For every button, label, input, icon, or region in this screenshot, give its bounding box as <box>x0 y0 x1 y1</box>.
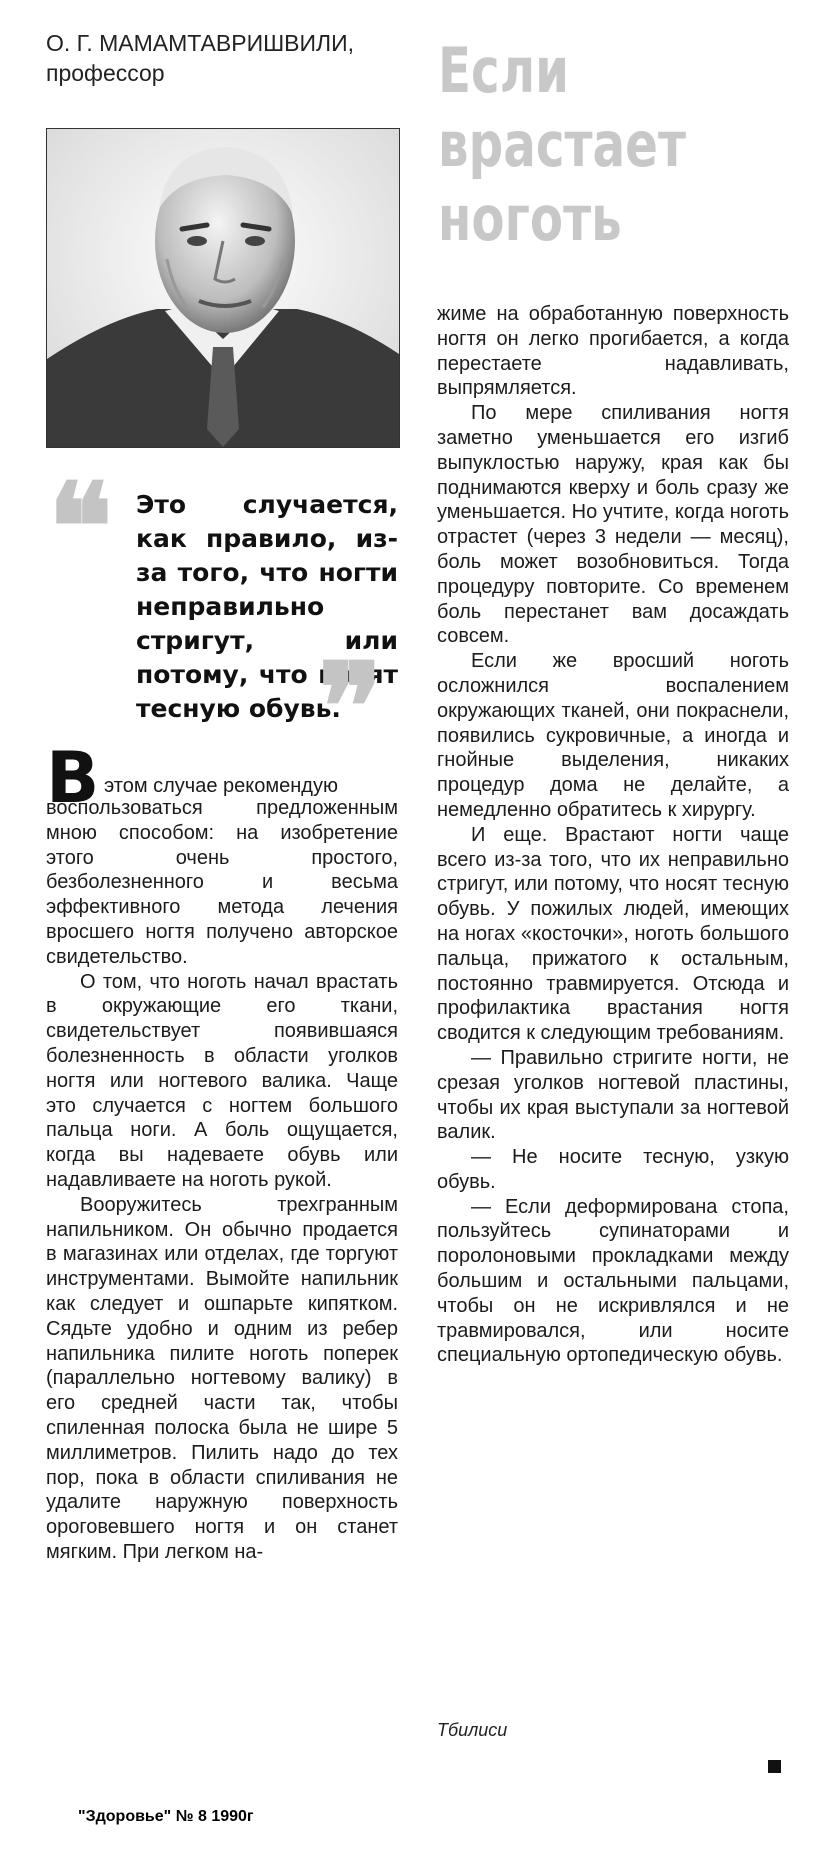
article-column-left <box>46 796 398 1565</box>
article-paragraph: Если же вросший ноготь осложнился воспалением окружающих тканей, они покраснели, появились сукровичные, а иногда и гнойные выделения, никаких процедур дома не делайте, а немедленно обратитесь к хирургу. <box>437 650 789 821</box>
close-quote-icon: ❞ <box>318 637 383 778</box>
article-paragraph: По мере спиливания ногтя заметно уменьшается его изгиб выпуклостью наружу, края как бы поднимаются кверху и боль сразу же уменьшается. Но учтите, когда ноготь отрастет (через 3 недели — месяц), боль может возобновиться. Тогда процедуру повторите. Со временем боль перестанет вам досаждать совсем. <box>437 402 789 648</box>
headline-line: Если <box>438 34 570 107</box>
end-mark <box>768 1760 781 1773</box>
pull-quote-text: Это случается, как правило, из-за того, что ногти неправильно стригут, или потому, что носят тесную обувь. <box>136 490 398 723</box>
article-headline <box>438 34 719 256</box>
article-paragraph: — Правильно стригите ногти, не срезая уголков ногтевой пластины, чтобы их края выступали за ногтевой валик. <box>437 1046 789 1144</box>
author-title: профессор <box>46 60 165 86</box>
pull-quote <box>46 457 402 778</box>
article-column-right <box>437 302 789 1368</box>
portrait-photo <box>47 129 399 447</box>
article-paragraph: О том, что ноготь начал врастать в окружающие его ткани, свидетельствует появившаяся болезненность в области уголков ногтя или ногтевого валика. Чаще это случается с ногтем большого пальца ноги. А боль ощущается, когда вы надеваете обувь или надавливаете на ноготь рукой. <box>46 970 398 1191</box>
author-name: О. Г. МАМАМТАВРИШВИЛИ, <box>46 30 355 56</box>
dateline-city: Тбилиси <box>437 1720 508 1740</box>
article-paragraph: И еще. Врастают ногти чаще всего из-за того, что их неправильно стригут, или потому, что носят тесную обувь. У пожилых людей, имеющих на ногах «косточки», ноготь большого пальца, прижатого к остальным, постоянно травмируется. Отсюда и профилактика врастания ногтя сводится к следующим требованиям. <box>437 823 789 1045</box>
drop-cap: В <box>46 737 100 819</box>
article-paragraph: жиме на обработанную поверхность ногтя он легко прогибается, а когда перестаете надавливать, выпрямляется. <box>437 303 789 400</box>
article-paragraph: — Не носите тесную, узкую обувь. <box>437 1146 789 1193</box>
article-first-line: этом случае рекомендую <box>104 775 338 797</box>
byline <box>46 28 354 88</box>
source-citation: "Здоровье" № 8 1990г <box>78 1808 254 1825</box>
article-paragraph: Вооружитесь трехгранным напильником. Он обычно продается в магазинах или отделах, где торгуют инструментами. Вымойте напильник как следует и ошпарьте кипятком. Сядьте удобно и одним из ребер напильника пилите ноготь поперек (параллельно ногтевому валику) в его средней части так, чтобы спиленная полоска была не шире 5 миллиметров. Пилить надо до тех пор, пока в области спиливания не удалите наружную поверхность ороговевшего ногтя и он станет мягким. При легком на- <box>46 1193 398 1563</box>
article-paragraph: воспользоваться предложенным мною способом: на изобретение этого очень простого, безболезненного и весьма эффективного метода лечения вросшего ногтя получено авторское свидетельство. <box>46 797 398 968</box>
open-quote-icon: ❝ <box>48 457 113 598</box>
headline-line: ноготь <box>438 182 622 255</box>
author-portrait <box>46 128 400 448</box>
article-paragraph: — Если деформирована стопа, пользуйтесь супинаторами и поролоновыми прокладками между большим и остальными пальцами, чтобы он не искривлялся и не травмировался, или носите специальную ортопедическую обувь. <box>437 1195 789 1367</box>
headline-line: врастает <box>438 108 687 181</box>
